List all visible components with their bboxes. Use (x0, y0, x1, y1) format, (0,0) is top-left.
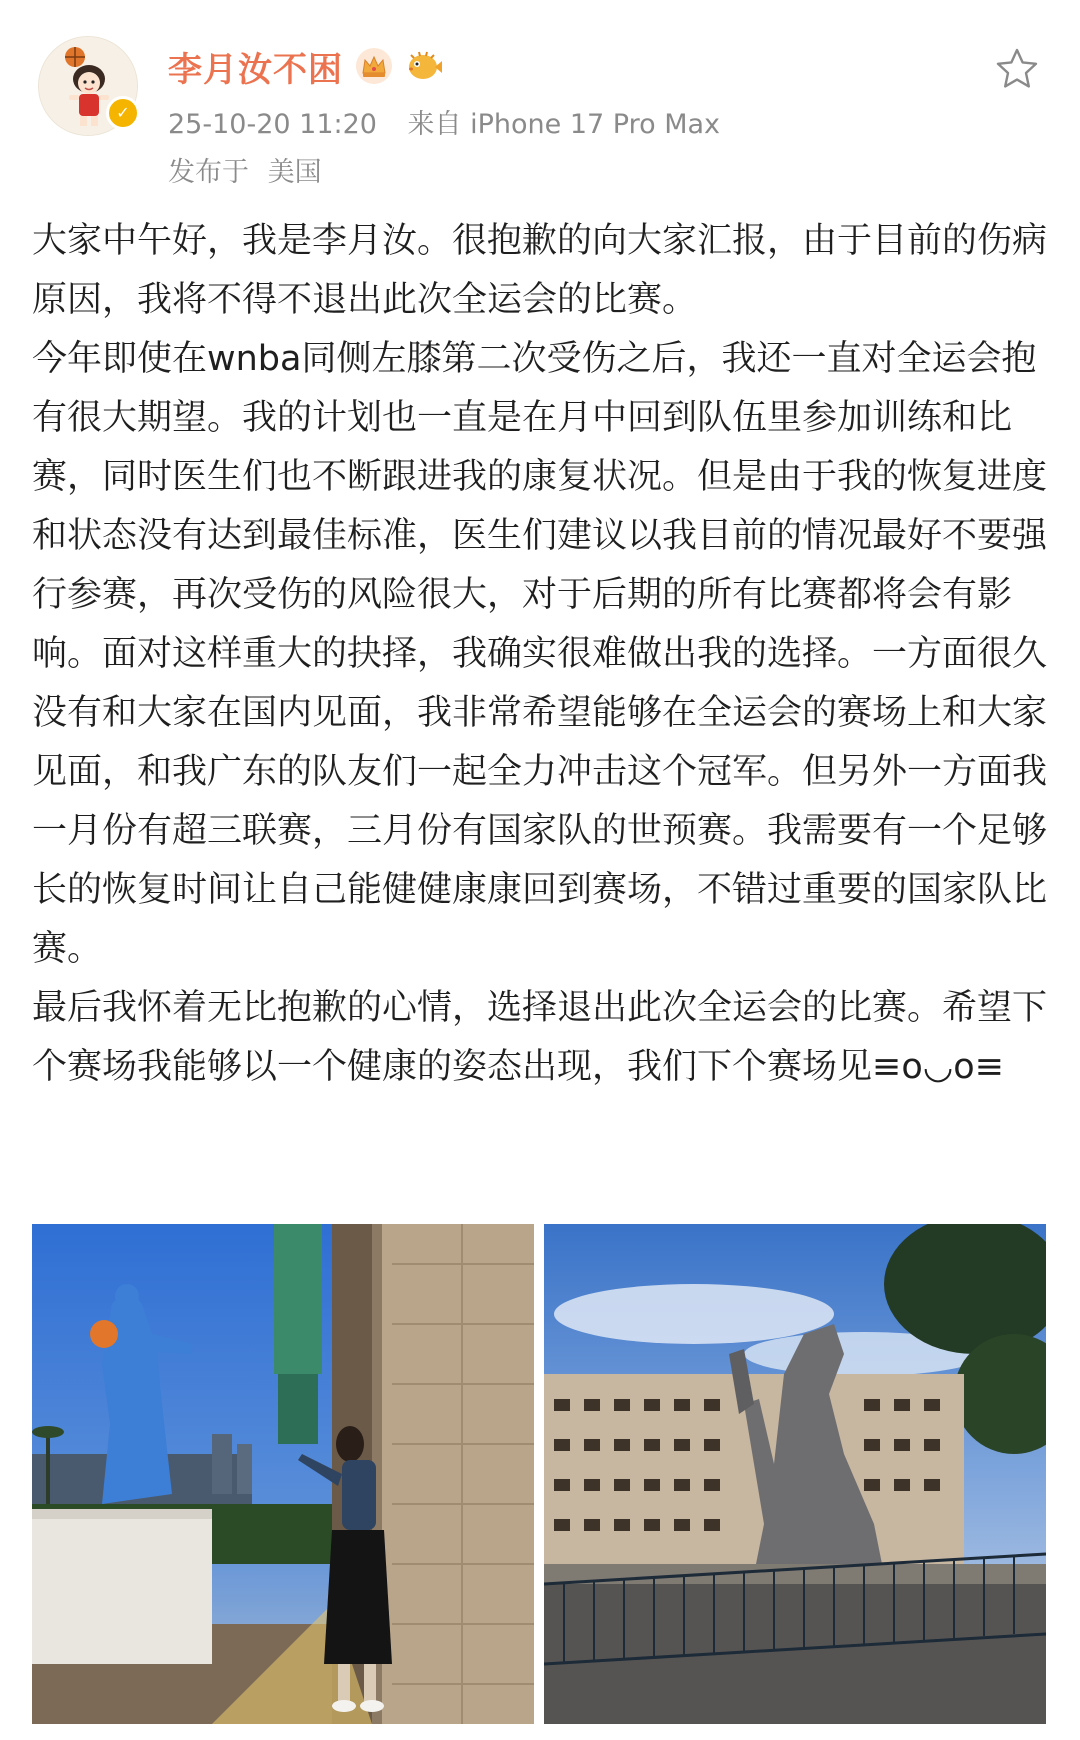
photo-woman-with-blue-statue (32, 1224, 534, 1724)
pufferfish-icon[interactable] (405, 47, 443, 85)
author-name[interactable]: 李月汝不困 (168, 49, 343, 90)
post-meta (168, 102, 720, 141)
star-outline-icon[interactable] (994, 46, 1040, 92)
post-paragraph: 最后我怀着无比抱歉的心情，选择退出此次全运会的比赛。希望下个赛场我能够以一个健康的姿态出现，我们下个赛场见≡o◡o≡ (32, 988, 1048, 1087)
post-source: 来自 iPhone 17 Pro Max (407, 109, 721, 140)
post-paragraph: 今年即使在wnba同侧左膝第二次受伤之后，我还一直对全运会抱有很大期望。我的计划也一直是在月中回到队伍里参加训练和比赛，同时医生们也不断跟进我的康复状况。但是由于我的恢复进度和状态没有达到最佳标准，医生们建议以我目前的情况最好不要强行参赛，再次受伤的风险很大，对于后期的所有比赛都将会有影响。面对这样重大的抉择，我确实很难做出我的选择。一方面很久没有和大家在国内见面，我非常希望能够在全运会的赛场上和大家见面，和我广东的队友们一起全力冲击这个冠军。但另外一方面我一月份有超三联赛，三月份有国家队的世预赛。我需要有一个足够长的恢复时间让自己能健健康康回到赛场，不错过重要的国家队比赛。 (32, 339, 1048, 969)
photo-stone-statue-parking-garage (544, 1224, 1046, 1724)
post-paragraph: 大家中午好，我是李月汝。很抱歉的向大家汇报，由于目前的伤病原因，我将不得不退出此次全运会的比赛。 (32, 221, 1048, 320)
post-photo-1[interactable] (32, 1224, 534, 1724)
post-photo-2[interactable] (544, 1224, 1046, 1724)
author-avatar-container[interactable] (38, 36, 136, 134)
author-row (168, 40, 443, 92)
post-location (168, 150, 322, 189)
location-value: 美国 (267, 157, 322, 188)
post-timestamp[interactable]: 25-10-20 11:20 (168, 109, 377, 140)
verified-badge-icon: ✓ (106, 96, 140, 130)
post-text (32, 212, 1052, 1097)
crown-icon[interactable] (355, 47, 393, 85)
location-prefix: 发布于 (168, 157, 249, 188)
